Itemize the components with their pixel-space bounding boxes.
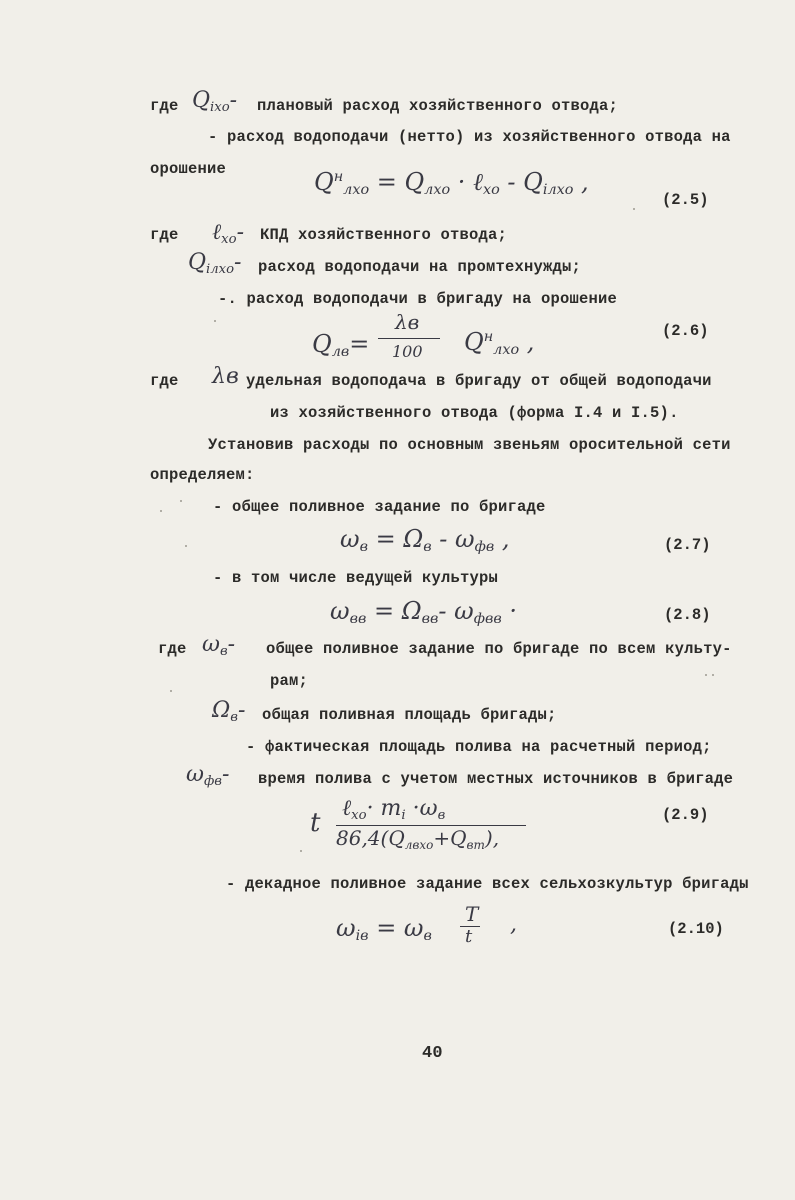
equation-number-2-8: (2.8): [664, 606, 711, 624]
where-label-2: где: [150, 226, 179, 244]
item-actual-area: - фактическая площадь полива на расчетный период;: [246, 738, 712, 756]
formula-2-10-comma: ,: [510, 912, 517, 937]
definition-omega-fb: время полива с учетом местных источников в бригаде: [258, 770, 734, 788]
symbol-omega-fb: $\omega_{фв}-$: [186, 762, 230, 789]
item-irrigation-task: - общее поливное задание по бригаде: [213, 498, 546, 516]
definition-omega-b-cont: рам;: [270, 672, 309, 690]
equation-number-2-6: (2.6): [662, 322, 709, 340]
scan-speck: [705, 674, 707, 676]
scan-speck: [300, 850, 302, 852]
paragraph-start: Установив расходы по основным звеньям оросительной сети: [208, 436, 731, 454]
formula-2-7: $\omega_в = \Omega_в - \omega_{фв}$ ,: [340, 525, 510, 555]
scan-speck: [185, 545, 187, 547]
item-net-supply-cont: орошение: [150, 160, 227, 178]
formula-2-10-numerator: T: [465, 902, 479, 926]
scan-speck: [712, 674, 714, 676]
definition-omega-area: общая поливная площадь бригады;: [262, 706, 557, 724]
symbol-omega-area: $\Omega_в-$: [212, 698, 246, 725]
formula-2-10-denominator: t: [465, 926, 473, 947]
where-label-4: где: [158, 640, 187, 658]
formula-2-6-rhs: $Q^н_{лхо}$ ,: [464, 328, 535, 358]
formula-2-8: $\omega_{вв} = \Omega_{вв}-$ $\omega_{фвв}$ ·: [330, 597, 517, 627]
symbol-q-ilxo: $Q_{iлхо}-$: [188, 250, 242, 277]
formula-2-6-numerator: λв: [395, 310, 420, 334]
scan-speck: [180, 500, 182, 502]
item-decade-task: - декадное поливное задание всех сельхозкультур бригады: [226, 875, 749, 893]
where-label-1: где: [150, 97, 179, 115]
definition-q-ixo: плановый расход хозяйственного отвода;: [257, 97, 619, 115]
formula-2-10-lhs: $\omega_{iв} = \omega_в$: [336, 914, 432, 944]
equation-number-2-10: (2.10): [668, 920, 724, 938]
equation-number-2-9: (2.9): [662, 806, 709, 824]
definition-q-ilxo: расход водоподачи на промтехнужды;: [258, 258, 582, 276]
item-brigade-supply: -. расход водоподачи в бригаду на орошение: [218, 290, 618, 308]
formula-2-6-denominator: 100: [392, 342, 423, 361]
scan-speck: [170, 690, 172, 692]
symbol-q-ixo: $Q_{ixo}-$: [192, 88, 238, 115]
formula-2-9-numerator: ℓ$_{хо}$· $m_i \cdot\omega_в$: [342, 796, 446, 823]
item-leading-crop: - в том числе ведущей культуры: [213, 569, 499, 587]
paragraph-cont: определяем:: [150, 466, 255, 484]
where-label-3: где: [150, 372, 179, 390]
definition-eta-xo: КПД хозяйственного отвода;: [260, 226, 508, 244]
scan-speck: [633, 208, 635, 210]
formula-2-5: $Q^н_{лхо} = Q_{лхо}$ · ℓ$_{хо}$ - $Q_{iлхо}$ ,: [314, 168, 589, 198]
definition-omega-b: общее поливное задание по бригаде по всем культу-: [266, 640, 732, 658]
formula-2-9-lhs: t: [310, 808, 321, 838]
formula-2-6-lhs: $Q_{лв}=$: [312, 330, 370, 360]
formula-2-6-fraction-bar: [378, 338, 440, 339]
item-net-supply: - расход водоподачи (нетто) из хозяйственного отвода на: [208, 128, 731, 146]
page-number: 40: [422, 1044, 443, 1063]
symbol-lambda-b: λв: [212, 364, 239, 389]
equation-number-2-5: (2.5): [662, 191, 709, 209]
symbol-eta-xo: ℓ$_{хо}$-: [212, 220, 244, 247]
scan-speck: [214, 320, 216, 322]
formula-2-9-denominator: $86,4(Q_{лвхо}+Q_{вm})$,: [336, 826, 500, 852]
scan-speck: [160, 510, 162, 512]
symbol-omega-b: $\omega_в-$: [202, 632, 236, 659]
equation-number-2-7: (2.7): [664, 536, 711, 554]
definition-lambda-b-cont: из хозяйственного отвода (форма I.4 и I.5).: [270, 404, 679, 422]
definition-lambda-b: удельная водоподача в бригаду от общей водоподачи: [246, 372, 712, 390]
